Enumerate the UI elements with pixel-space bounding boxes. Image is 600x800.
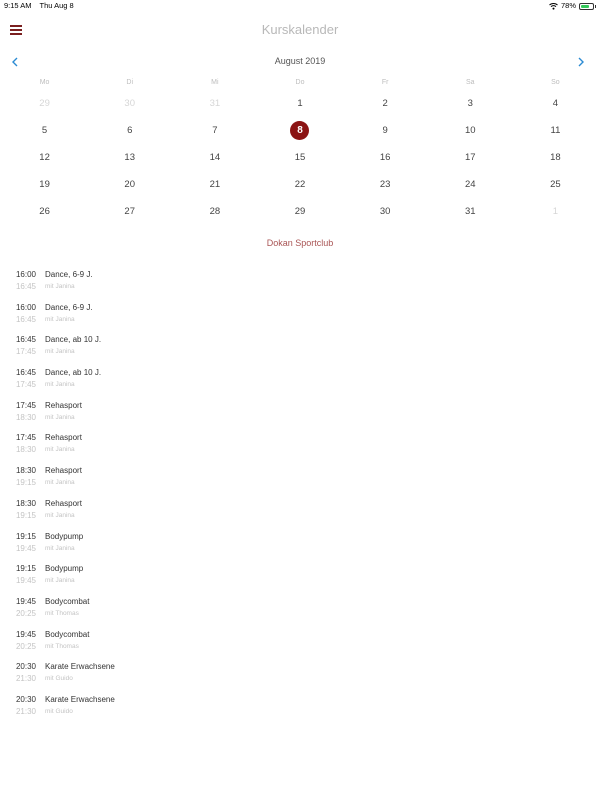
class-start-time: 19:15: [15, 531, 36, 541]
class-end-time: 16:45: [15, 282, 36, 291]
weekday-label: Fr: [381, 79, 389, 86]
class-end-time: 21:30: [15, 706, 36, 716]
weekday-label: Di: [126, 79, 134, 86]
calendar-day-number: 1: [552, 206, 559, 217]
class-end-time: 21:30: [15, 674, 36, 684]
calendar-week-row: [2, 117, 598, 144]
class-start-time: 17:45: [15, 400, 36, 410]
calendar-day-number: 15: [294, 152, 306, 163]
class-name: Bodypump: [45, 564, 84, 574]
calendar-day[interactable]: [428, 90, 513, 117]
class-trainer: mit Guido: [45, 675, 73, 683]
class-name: Bodypump: [45, 531, 84, 541]
calendar-day-number: 30: [379, 206, 391, 217]
class-start-time: 19:15: [15, 564, 36, 574]
club-name: Dokan Sportclub: [266, 238, 334, 248]
weekday-label: So: [551, 79, 560, 86]
calendar-day-number: 6: [127, 125, 133, 136]
class-list: [0, 268, 600, 726]
calendar-week-row: [2, 144, 598, 171]
calendar-day[interactable]: [257, 198, 342, 225]
class-list-item[interactable]: [0, 562, 600, 595]
class-name: Karate Erwachsene: [45, 662, 115, 672]
weekday-header: [2, 76, 598, 90]
battery-percent: 78%: [560, 1, 576, 10]
calendar-day-number: 19: [39, 179, 50, 190]
class-name: Rehasport: [45, 400, 82, 410]
class-list-item[interactable]: [0, 530, 600, 563]
status-date: Thu Aug 8: [39, 1, 74, 10]
status-time: 9:15 AM: [4, 1, 32, 10]
calendar-day[interactable]: [87, 171, 172, 198]
calendar-day[interactable]: [428, 117, 513, 144]
class-list-item[interactable]: [0, 660, 600, 693]
status-bar-left: [4, 0, 80, 12]
class-name: Bodycombat: [45, 629, 90, 639]
class-list-item[interactable]: [0, 333, 600, 366]
calendar-day-number: 31: [209, 98, 221, 109]
calendar-day-number: 2: [382, 98, 388, 109]
calendar-weeks: [2, 90, 598, 225]
calendar-day[interactable]: [513, 144, 598, 171]
calendar-day-number: 7: [212, 125, 218, 136]
class-end-time: 16:45: [15, 314, 36, 324]
class-list-item[interactable]: [0, 366, 600, 399]
class-start-time: 17:45: [15, 433, 36, 443]
month-selector: [0, 54, 600, 70]
calendar-day[interactable]: [87, 144, 172, 171]
calendar-day-number: 24: [464, 179, 476, 190]
calendar-day[interactable]: [87, 90, 172, 117]
calendar-day-number: 16: [379, 152, 391, 163]
class-start-time: 19:45: [15, 596, 36, 606]
class-list-item[interactable]: [0, 693, 600, 726]
class-start-time: 18:30: [15, 498, 36, 508]
class-name: Dance, 6-9 J.: [45, 270, 93, 279]
calendar-day-number: 3: [467, 98, 473, 109]
class-end-time: 19:15: [15, 510, 36, 520]
weekday-label: Sa: [465, 79, 475, 86]
calendar-day-number: 31: [464, 206, 476, 217]
calendar-day[interactable]: [343, 198, 428, 225]
calendar-day-number: 17: [464, 152, 476, 163]
calendar-day[interactable]: [87, 117, 172, 144]
class-end-time: 18:30: [15, 412, 36, 422]
calendar-day-number: 25: [550, 179, 561, 190]
calendar-day[interactable]: [343, 117, 428, 144]
calendar-day-number: 1: [297, 98, 303, 109]
calendar-day[interactable]: [172, 117, 257, 144]
class-trainer: mit Janina: [45, 413, 75, 421]
class-end-time: 19:45: [15, 543, 36, 553]
calendar-day[interactable]: [428, 171, 513, 198]
class-name: Dance, ab 10 J.: [45, 368, 102, 378]
calendar-day-number: 22: [294, 179, 306, 190]
class-end-time: 19:15: [15, 478, 36, 488]
calendar-day[interactable]: [513, 90, 598, 117]
calendar-day-number: 5: [41, 125, 48, 136]
calendar-day[interactable]: [2, 117, 87, 144]
class-start-time: 18:30: [15, 466, 36, 476]
status-bar-right: [549, 0, 594, 12]
page-title: Kurskalender: [261, 22, 339, 37]
class-trainer: mit Janina: [45, 511, 75, 519]
calendar-day[interactable]: [87, 198, 172, 225]
calendar-day-number: 8: [290, 121, 309, 140]
calendar-day-number: 23: [379, 179, 391, 190]
calendar-day-number: 30: [124, 98, 135, 109]
calendar-day[interactable]: [172, 90, 257, 117]
calendar-day[interactable]: [428, 198, 513, 225]
weekday-label: Mi: [211, 79, 219, 86]
class-trainer: mit Janina: [45, 446, 75, 454]
calendar-day[interactable]: [2, 171, 87, 198]
next-month-button[interactable]: [576, 54, 590, 70]
weekday-label: Mo: [39, 79, 50, 86]
class-trainer: mit Janina: [45, 381, 75, 389]
class-end-time: 18:30: [15, 445, 36, 455]
class-end-time: 20:25: [15, 641, 36, 651]
class-end-time: 17:45: [15, 380, 36, 390]
chevron-right-icon: [576, 54, 586, 70]
calendar-day[interactable]: [343, 171, 428, 198]
class-trainer: mit Thomas: [45, 642, 79, 650]
calendar-day[interactable]: [2, 90, 87, 117]
class-list-item[interactable]: [0, 301, 600, 334]
class-start-time: 20:30: [15, 662, 36, 672]
class-list-item[interactable]: [0, 464, 600, 497]
class-list-item[interactable]: [0, 497, 600, 530]
calendar-grid: [2, 76, 598, 225]
class-name: Rehasport: [45, 433, 82, 443]
class-end-time: 20:25: [15, 608, 36, 618]
weekday-label: Do: [295, 79, 305, 86]
class-end-time: 17:45: [15, 347, 36, 357]
calendar-day[interactable]: [343, 90, 428, 117]
calendar-week-row: [2, 171, 598, 198]
battery-icon: [579, 3, 594, 10]
class-list-item[interactable]: [0, 628, 600, 661]
battery-level: [581, 5, 589, 8]
class-name: Dance, 6-9 J.: [45, 302, 93, 312]
class-name: Dance, ab 10 J.: [45, 335, 102, 345]
class-trainer: mit Janina: [45, 348, 75, 356]
class-list-item[interactable]: [0, 595, 600, 628]
calendar-day-number: 12: [39, 152, 50, 163]
class-start-time: 16:00: [15, 270, 36, 279]
class-name: Bodycombat: [45, 596, 90, 606]
class-list-item[interactable]: [0, 399, 600, 432]
class-start-time: 20:30: [15, 694, 36, 704]
calendar-week-row: [2, 90, 598, 117]
class-name: Rehasport: [45, 498, 82, 508]
status-bar: [0, 0, 600, 12]
class-trainer: mit Guido: [45, 707, 73, 715]
class-trainer: mit Janina: [45, 577, 75, 585]
calendar-day[interactable]: [513, 171, 598, 198]
class-list-item[interactable]: [0, 268, 600, 301]
calendar-day-number: 11: [550, 125, 561, 136]
calendar-day-number: 13: [124, 152, 135, 163]
calendar-day-number: 21: [209, 179, 221, 190]
calendar-day[interactable]: [172, 171, 257, 198]
calendar-day[interactable]: [428, 144, 513, 171]
class-trainer: mit Thomas: [45, 609, 79, 617]
calendar-day-number: 10: [464, 125, 476, 136]
calendar-day-number: 26: [39, 206, 50, 217]
calendar-day[interactable]: [172, 144, 257, 171]
calendar-day-number: 14: [209, 152, 221, 163]
calendar-day-number: 20: [124, 179, 135, 190]
month-label: August 2019: [274, 56, 326, 66]
calendar-day[interactable]: [172, 198, 257, 225]
calendar-week-row: [2, 198, 598, 225]
calendar-day-number: 29: [294, 206, 306, 217]
calendar-day[interactable]: [343, 144, 428, 171]
wifi-icon: [549, 2, 558, 10]
class-trainer: mit Janina: [45, 315, 75, 323]
class-end-time: 19:45: [15, 576, 36, 586]
class-start-time: 19:45: [15, 629, 36, 639]
calendar-day-number: 28: [209, 206, 221, 217]
class-trainer: mit Janina: [45, 283, 75, 290]
calendar-day[interactable]: [2, 144, 87, 171]
calendar-day-number: 27: [124, 206, 135, 217]
class-start-time: 16:00: [15, 302, 36, 312]
calendar-day-number: 18: [550, 152, 561, 163]
class-trainer: mit Janina: [45, 479, 75, 487]
calendar-day[interactable]: [2, 198, 87, 225]
class-name: Karate Erwachsene: [45, 694, 115, 704]
class-name: Rehasport: [45, 466, 82, 476]
calendar-day[interactable]: [257, 171, 342, 198]
calendar-day[interactable]: [513, 198, 598, 225]
calendar-day-number: 29: [39, 98, 50, 109]
calendar-day-number: 4: [552, 98, 559, 109]
class-start-time: 16:45: [15, 335, 36, 345]
class-list-item[interactable]: [0, 431, 600, 464]
calendar-day[interactable]: [257, 144, 342, 171]
class-trainer: mit Janina: [45, 544, 75, 552]
calendar-day-number: 9: [382, 125, 388, 136]
calendar-day-selected[interactable]: [257, 117, 342, 144]
calendar-day[interactable]: [257, 90, 342, 117]
calendar-day[interactable]: [513, 117, 598, 144]
class-start-time: 16:45: [15, 368, 36, 378]
